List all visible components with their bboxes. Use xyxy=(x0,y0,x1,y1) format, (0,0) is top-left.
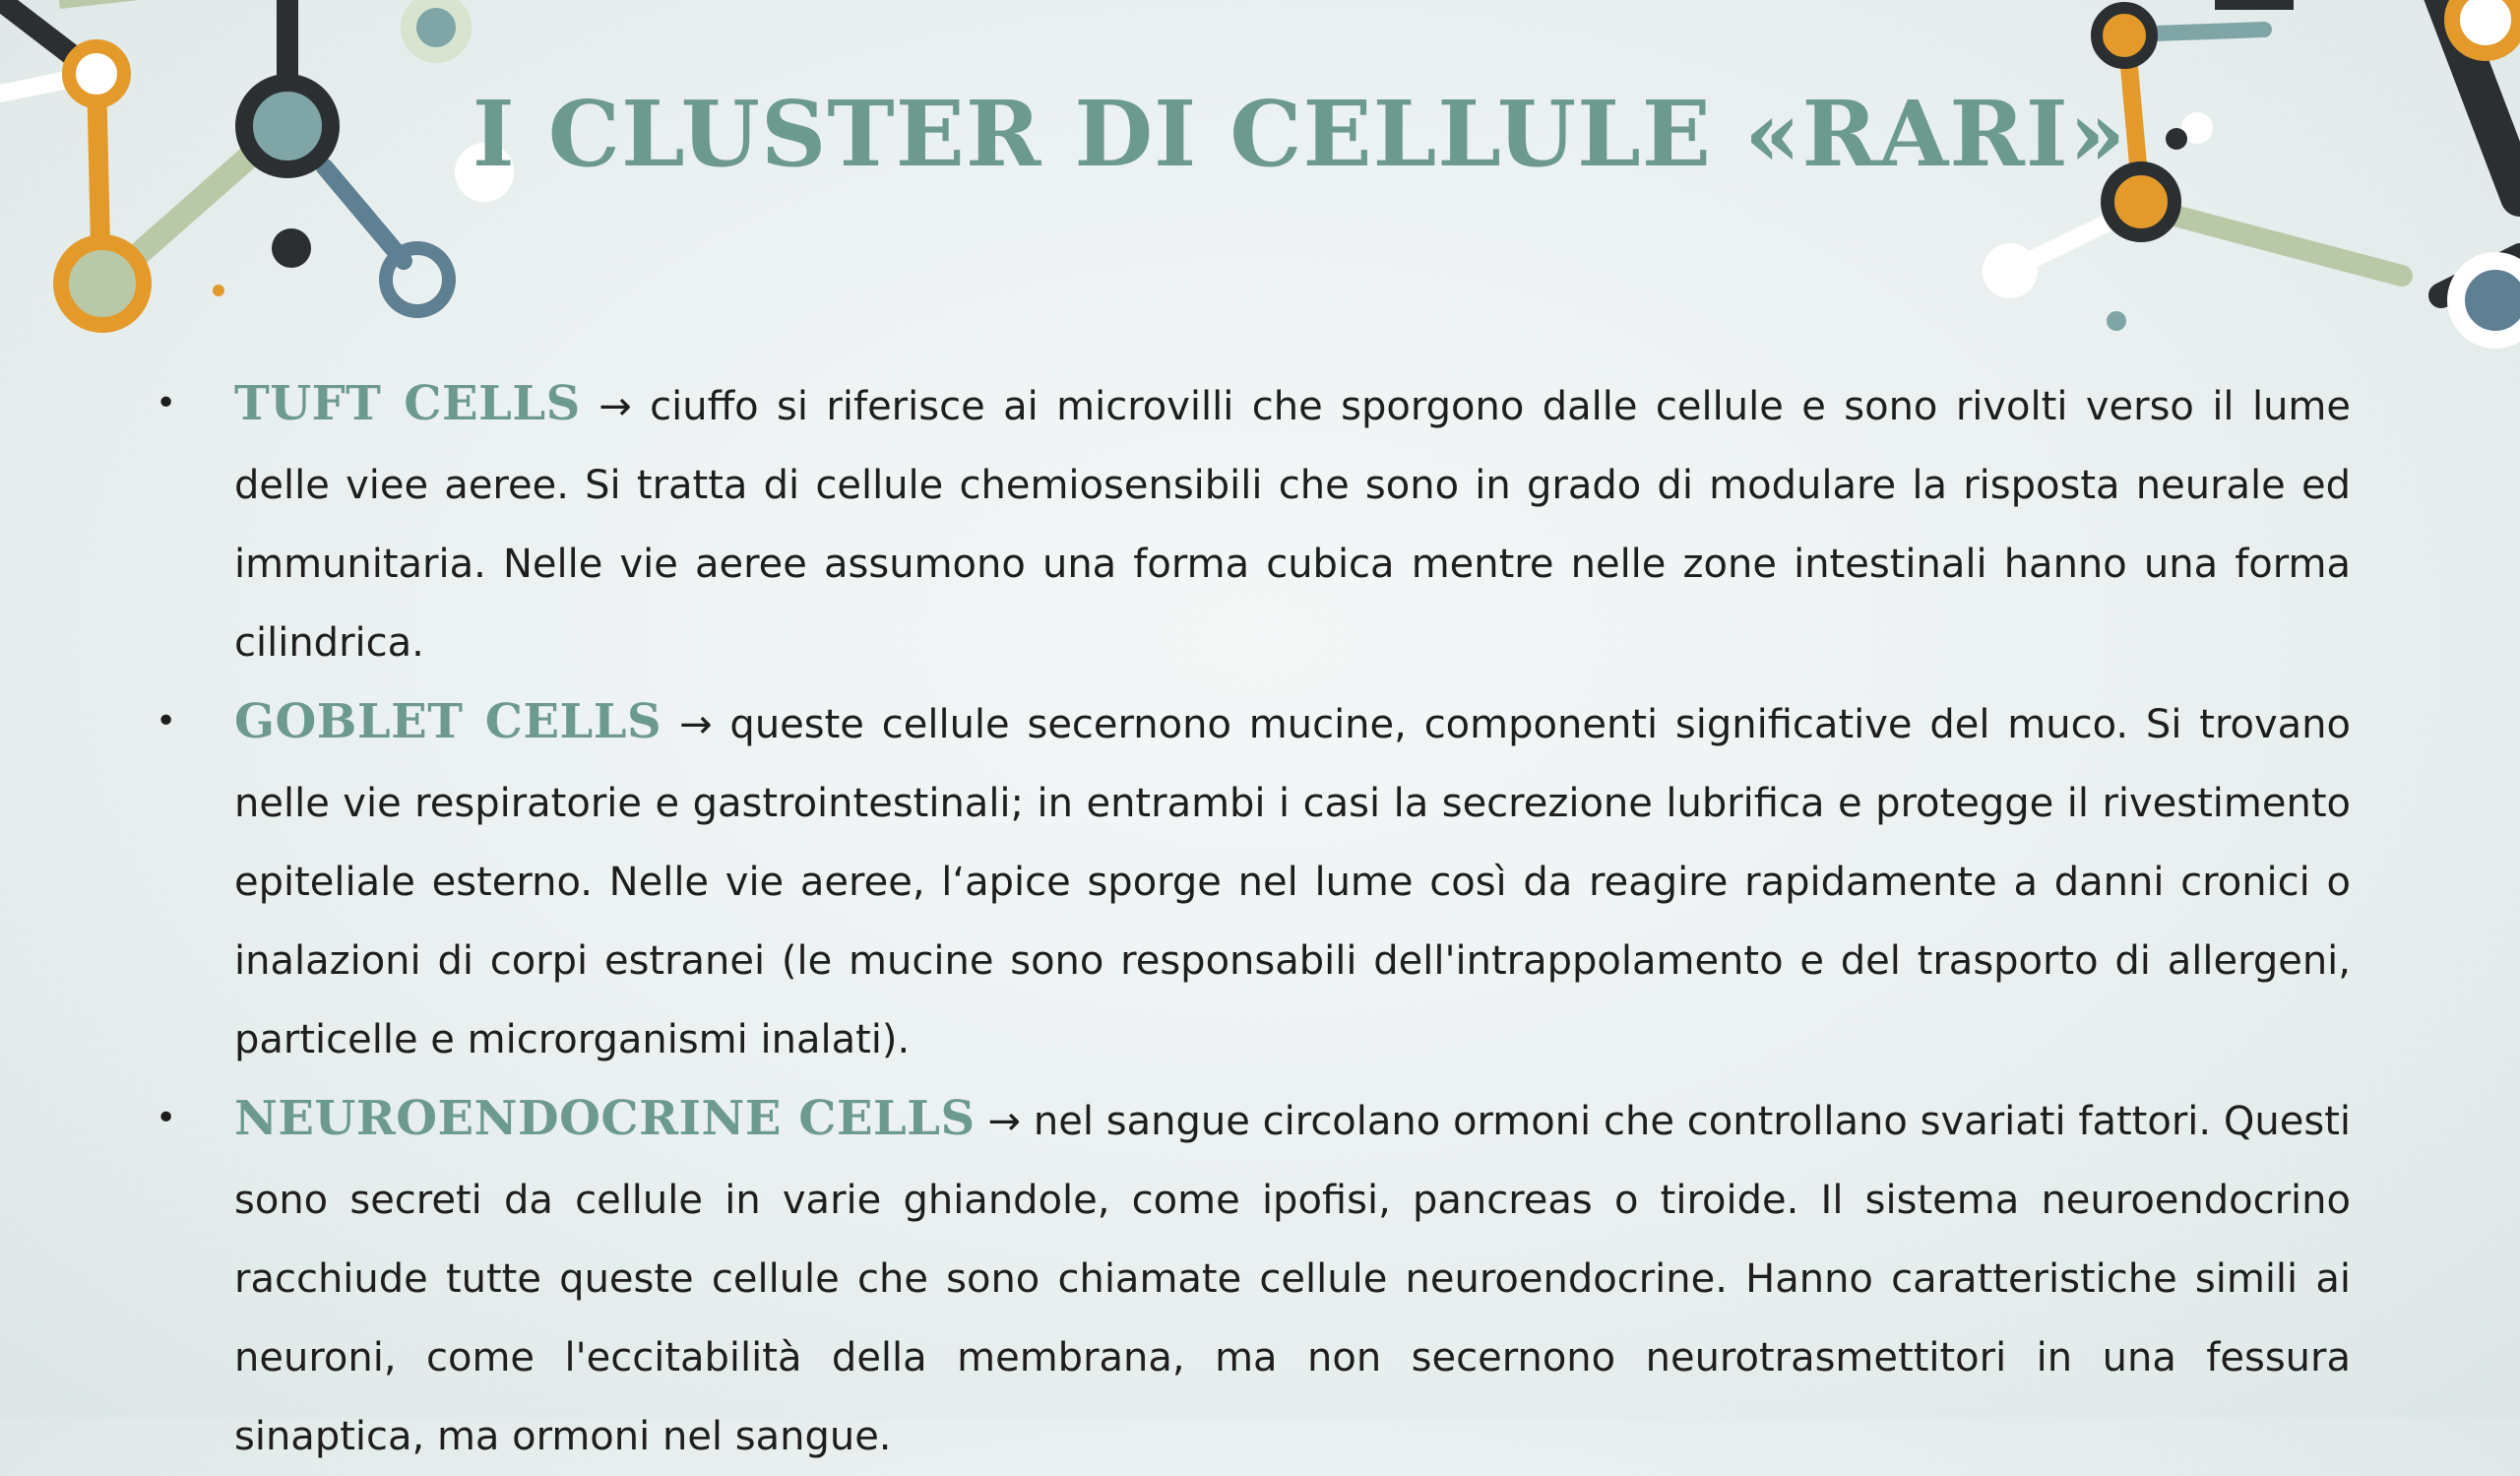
bullet-list xyxy=(156,364,2352,1476)
item-description: ciuffo si riferisce ai microvilli che sporgono dalle cellule e sono rivolti verso il lume delle viee aeree. Si tratta di cellule chemiosensibili che sono in grado di modulare la risposta neurale ed immunitaria. Nelle vie aeree assumono una forma cubica mentre nelle zone intestinali hanno una forma cilindrica. xyxy=(234,384,2352,666)
bullet-icon: • xyxy=(156,701,177,741)
item-description: queste cellule secernono mucine, componenti significative del muco. Si trovano nelle vie respiratorie e gastrointestinali; in entrambi i casi la secrezione lubrifica e protegge il rivestimento epiteliale esterno. Nelle vie aeree, l‘apice sporge nel lume così da reagire rapidamente a danni cronici o inalazioni di corpi estranei (le mucine sono responsabili dell'intrappolamento e del trasporto di allergeni, particelle e microrganismi inalati). xyxy=(234,702,2351,1062)
arrow-icon: → xyxy=(679,702,713,747)
bullet-icon: • xyxy=(156,383,177,423)
term-goblet-cells: GOBLET CELLS xyxy=(234,694,662,749)
molecule-decoration-right-icon xyxy=(1969,0,2520,374)
slide-title: I CLUSTER DI CELLULE «RARI» xyxy=(472,81,2127,187)
term-neuroendocrine-cells: NEUROENDOCRINE CELLS xyxy=(234,1091,976,1146)
term-tuft-cells: TUFT CELLS xyxy=(234,376,581,431)
list-item xyxy=(156,1079,2352,1476)
arrow-icon: → xyxy=(598,384,632,429)
arrow-icon: → xyxy=(987,1099,1022,1144)
list-item xyxy=(156,364,2352,682)
bullet-icon: • xyxy=(156,1098,177,1138)
list-item xyxy=(156,682,2351,1079)
item-description: nel sangue circolano ormoni che controllano svariati fattori. Questi sono secreti da cellule in varie ghiandole, come ipofisi, pancreas o tiroide. Il sistema neuroendocrino racchiude tutte queste cellule che sono chiamate cellule neuroendocrine. Hanno caratteristiche simili ai neuroni, come l'eccitabilità della membrana, ma non secernono neurotrasmettitori in una fessura sinaptica, ma ormoni nel sangue. xyxy=(234,1099,2352,1459)
